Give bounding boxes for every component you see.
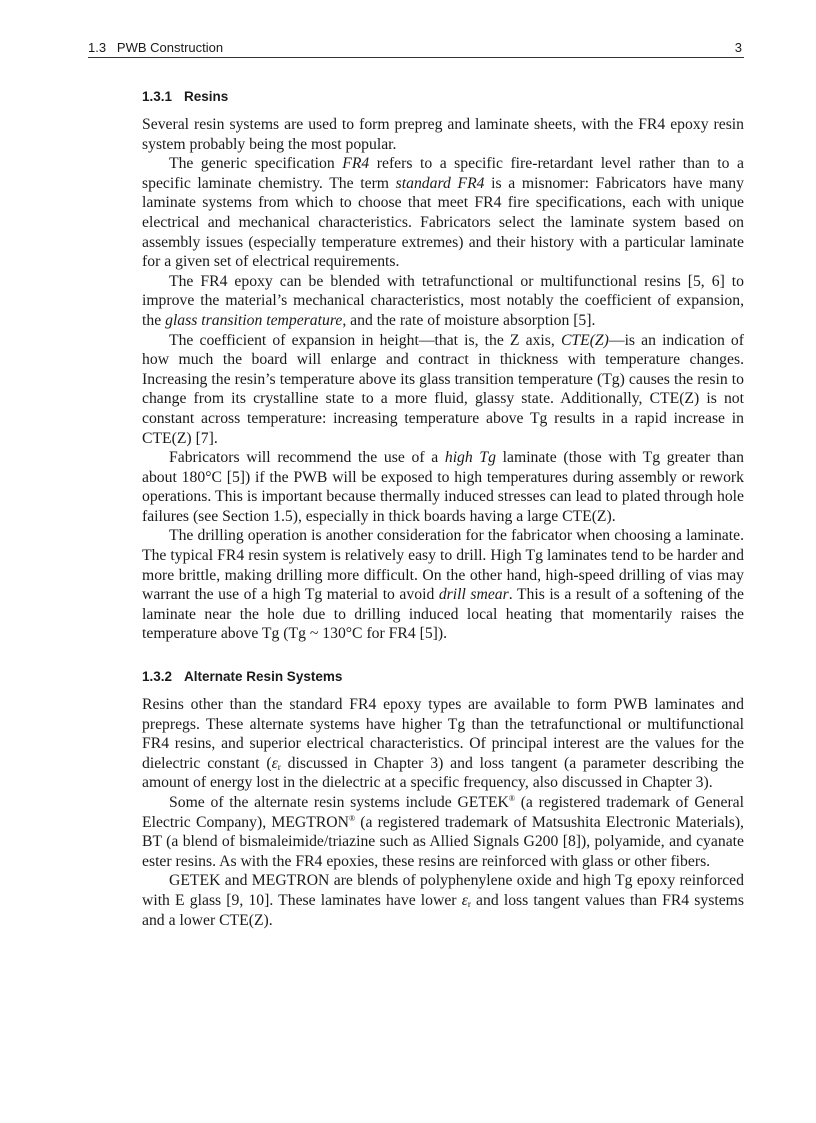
paragraph-text: and loss tangent values than FR4 systems and a lower CTE(Z). [142, 891, 744, 929]
paragraph-text: The drilling operation is another consideration for the fabricator when choosing a laminate. The typical FR4 resin system is relatively easy to drill. High Tg laminates tend to be harder and more brittle, making drilling more difficult. On the other hand, high-speed drilling of vias may warrant the use of a high Tg material to avoid [142, 527, 744, 604]
paragraph-text: Fabricators will recommend the use of a [169, 449, 445, 467]
paragraph-text: GETEK and MEGTRON are blends of polyphenylene oxide and high Tg epoxy reinforced with E glass [9, 10]. These laminates have lower [142, 872, 744, 909]
epsilon-subscript: r [277, 761, 281, 772]
section-heading-resins [142, 88, 744, 106]
paragraph-text: discussed in Chapter 3) and loss tangent (a parameter describing the amount of energy lost in the dielectric at a specific frequency, also discussed in Chapter 3). [142, 754, 744, 792]
paragraph [142, 331, 744, 449]
paragraph-text: . This is a result of a softening of the laminate near the hole due to drilling induced local heating that momentarily raises the temperature above Tg (Tg ~ 130°C for FR4 [5]). [142, 586, 744, 643]
emphasis-term: drill smear [438, 586, 509, 604]
page-body [142, 88, 744, 930]
paragraph-text: Several resin systems are used to form prepreg and laminate sheets, with the FR4 epoxy resin system probably being the most popular. [142, 116, 744, 153]
section-heading-alternate-resins [142, 668, 744, 686]
paragraph [142, 272, 744, 331]
epsilon-subscript: r [467, 898, 471, 909]
paragraph-text: is a misnomer: Fabricators have many laminate systems from which to choose that meet FR4 fire specifications, each with unique electrical and mechanical characteristics. Fabricators select the laminate system based on assembly issues (especially temperature extremes) and their history with a particular laminate for a given set of electrical requirements. [142, 174, 744, 271]
paragraph-text: Some of the alternate resin systems include GETEK [169, 794, 509, 811]
paragraph [142, 115, 744, 154]
paragraph-text: refers to a specific fire-retardant level rather than to a specific laminate chemistry. The term [142, 155, 744, 192]
registered-mark: ® [508, 793, 515, 803]
paragraph-text: The FR4 epoxy can be blended with tetrafunctional or multifunctional resins [5, 6] to improve the material’s mechanical characteristics, most notably the coefficient of expansion, the [142, 272, 744, 329]
paragraph-text: , and the rate of moisture absorption [5]. [342, 311, 596, 329]
running-header-section: 1.3 PWB Construction [88, 40, 224, 55]
paragraph [142, 871, 744, 930]
paragraph [142, 448, 744, 526]
paragraph [142, 154, 744, 272]
paragraph-text: (a registered trademark of Matsushita Electronic Materials), BT (a blend of bismaleimide/triazine such as Allied Signals G200 [8]), polyamide, and cyanate ester resins. As with the FR4 epoxies, these resins are reinforced with glass or other fibers. [142, 813, 744, 870]
paragraph-text: —is an indication of how much the board will enlarge and contract in thickness with temperature changes. Increasing the resin’s temperature above its glass transition temperature (Tg) causes the resin to change from its crystalline state to a more fluid, glassy state. Additionally, CTE(Z) is not constant across temperature: increasing temperature above Tg results in a rapid increase in CTE(Z) [7]. [142, 331, 744, 447]
epsilon-symbol: ε [271, 754, 278, 772]
section-title: Alternate Resin Systems [184, 669, 343, 685]
emphasis-term: FR4 [342, 155, 370, 173]
section-number: 1.3.2 [142, 669, 173, 685]
paragraph [142, 526, 744, 644]
emphasis-term: high Tg [444, 449, 496, 467]
paragraph [142, 793, 744, 871]
running-header [88, 38, 744, 58]
section-gap [142, 644, 744, 668]
paragraph [142, 695, 744, 793]
paragraph-text: The generic specification [169, 155, 343, 173]
paragraph-text: Resins other than the standard FR4 epoxy types are available to form PWB laminates and prepregs. These alternate systems have higher Tg than the tetrafunctional or multifunctional FR4 resins, and superior electrical characteristics. Of principal interest are the values for the dielectric constant ( [142, 696, 744, 772]
section-number: 1.3.1 [142, 89, 173, 104]
emphasis-term: standard FR4 [395, 174, 485, 192]
registered-mark: ® [348, 813, 356, 823]
paragraph-text: The coefficient of expansion in height—that is, the Z axis, [169, 331, 561, 349]
page-number: 3 [734, 40, 742, 55]
paragraph-text: laminate (those with Tg greater than about 180°C [5]) if the PWB will be exposed to high temperatures during assembly or rework operations. This is important because thermally induced stresses can lead to plated through hole failures (see Section 1.5), especially in thick boards having a large CTE(Z). [142, 449, 744, 525]
emphasis-term: CTE(Z) [560, 331, 609, 349]
epsilon-symbol: ε [461, 891, 468, 909]
emphasis-term: glass transition temperature [165, 311, 343, 329]
paragraph-text: (a registered trademark of General Electric Company), MEGTRON [142, 794, 744, 831]
section-title: Resins [184, 89, 229, 104]
